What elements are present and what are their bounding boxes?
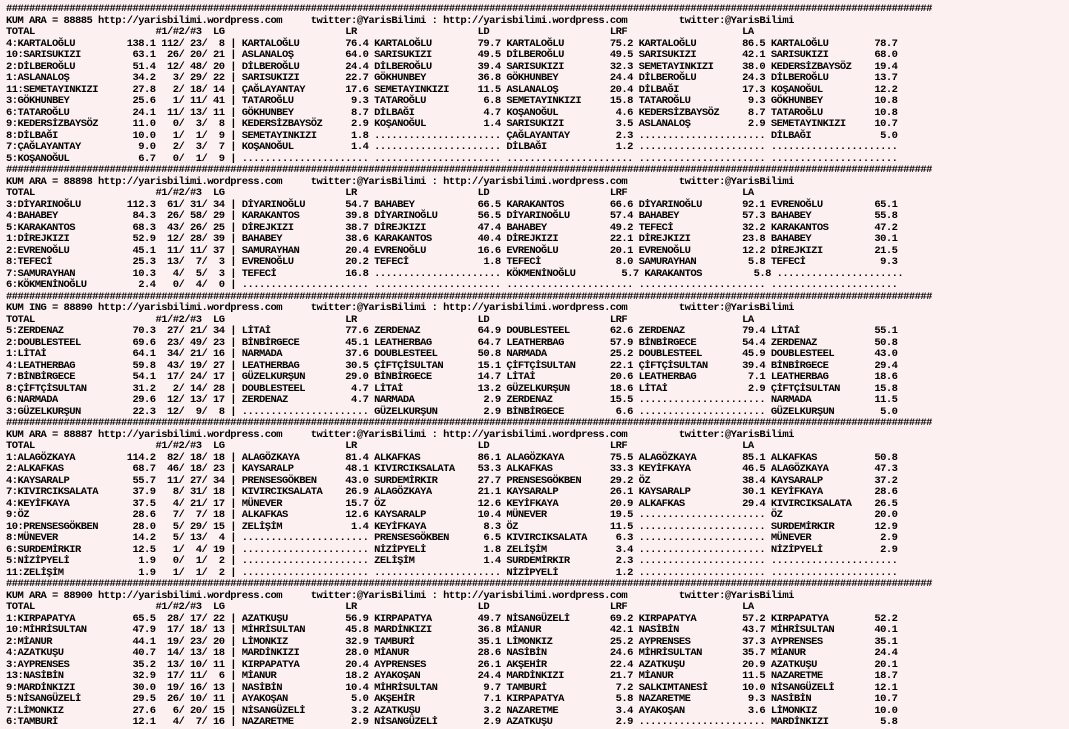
result-line: 6:SURDEMİRKIR 12.5 1/ 4/ 19 | ...................... NİZİPYELİ 1.8 ZELİŞİM 3.4 ...................... NİZİPYELİ 2.9: [6, 543, 898, 556]
result-line: 3:AYPRENSES 35.2 13/ 10/ 11 | KIRPAPATYA 20.4 AYPRENSES 26.1 AKŞEHİR 22.4 AZATKUŞU 20.9 AZATKUŞU 20.1: [6, 658, 898, 671]
result-line: 5:NİSANGÜZELİ 29.5 26/ 10/ 11 | AYAKOŞAN 5.0 AKŞEHİR 7.1 KIRPAPATYA 5.8 NAZARETME 9.3 NASİBİN 10.7: [6, 693, 898, 705]
result-line: 3:GÜZELKURŞUN 22.3 12/ 9/ 8 | ...................... GÜZELKURŞUN 2.9 BİNBİRGECE 6.6 ...................... GÜZELKURŞUN 5.0: [6, 405, 898, 418]
result-line: 11:SEMETAYINKIZI 27.8 2/ 18/ 14 | ÇAĞLAYANTAY 17.6 SEMETAYINKIZI 11.5 ASLANALOŞ 20.4 DİLBAĞI 17.3 KOŞANOĞUL 12.2: [6, 83, 898, 96]
separator-line: #################################################################################################################################################################: [6, 578, 932, 590]
result-line: 4:LEATHERBAG 59.8 43/ 19/ 27 | LEATHERBAG 30.5 ÇİFTÇİSULTAN 15.1 ÇİFTÇİSULTAN 22.1 ÇİFTÇİSULTAN 39.4 BİNBİRGECE 29.4: [6, 359, 898, 372]
result-line: 6:TATAROĞLU 24.1 11/ 13/ 11 | GÖKHUNBEY 8.7 DİLBAĞI 4.7 KOŞANOĞUL 4.6 KEDERSİZBAYSÖZ 8.7 TATAROĞLU 10.8: [6, 106, 898, 119]
result-line: 6:TAMBURİ 12.1 4/ 7/ 16 | NAZARETME 2.9 NİSANGÜZELİ 2.9 AZATKUŞU 2.9 ...................... MARDİNKIZI 5.8: [6, 716, 898, 728]
result-line: 8:DİLBAĞI 10.0 1/ 1/ 9 | SEMETAYINKIZI 1.8 ...................... ÇAĞLAYANTAY 2.3 ...................... DİLBAĞI 5.0: [6, 129, 898, 142]
result-line: 7:ÇAĞLAYANTAY 9.0 2/ 3/ 7 | KOŞANOĞUL 1.4 ...................... DİLBAĞI 1.2 ...................... ......................: [6, 141, 898, 153]
column-header-line: TOTAL #1/#2/#3 LG LR LD LRF LA: [6, 26, 754, 38]
result-line: 1:ASLANALOŞ 34.2 3/ 29/ 22 | SARISUKIZI 22.7 GÖKHUNBEY 36.8 GÖKHUNBEY 24.4 DİLBEROĞLU 24.3 DİLBEROĞLU 13.7: [6, 72, 898, 84]
result-line: 9:KEDERSİZBAYSÖZ 11.0 0/ 3/ 8 | KEDERSİZBAYSÖZ 2.9 KOŞANOĞUL 1.4 SARISUKIZI 3.5 ASLANALOŞ 2.9 SEMETAYINKIZI 10.7: [6, 118, 898, 130]
result-line: 7:KIVIRCIKSALATA 37.9 8/ 31/ 18 | KIVIRCIKSALATA 26.9 ALAGÖZKAYA 21.1 KAYSARALP 26.1 KAYSARALP 30.1 KEYİFKAYA 28.6: [6, 486, 898, 498]
result-line: 9:ÖZ 28.6 7/ 7/ 18 | ALKAFKAS 12.6 KAYSARALP 10.4 MÜNEVER 19.5 ...................... ÖZ 20.0: [6, 509, 898, 521]
result-line: 5:ZERDENAZ 70.3 27/ 21/ 34 | LİTAİ 77.6 ZERDENAZ 64.9 DOUBLESTEEL 62.6 ZERDENAZ 79.4 LİTAİ 55.1: [6, 325, 898, 337]
result-line: 10:SARISUKIZI 63.1 26/ 20/ 21 | ASLANALOŞ 64.0 SARISUKIZI 49.5 DİLBEROĞLU 49.5 SARISUKIZI 42.1 SARISUKIZI 68.0: [6, 49, 898, 61]
result-line: 6:NARMADA 29.6 12/ 13/ 17 | ZERDENAZ 4.7 NARMADA 2.9 ZERDENAZ 15.5 ...................... NARMADA 11.5: [6, 394, 898, 406]
result-line: 5:KOŞANOĞUL 6.7 0/ 1/ 9 | ...................... ...................... ...................... ...................... ......................: [6, 152, 898, 165]
result-line: 1:LİTAİ 64.1 34/ 21/ 16 | NARMADA 37.6 DOUBLESTEEL 50.8 NARMADA 25.2 DOUBLESTEEL 45.9 DOUBLESTEEL 43.0: [6, 348, 898, 360]
result-line: 8:MÜNEVER 14.2 5/ 13/ 4 | ...................... PRENSESGÖKBEN 6.5 KIVIRCIKSALATA 6.3 ...................... MÜNEVER 2.9: [6, 532, 898, 544]
race-header-line: KUM ARA = 88898 http://yarisbilimi.wordpress.com twitter:@YarisBilimi : http://yarisbilimi.wordpress.com twitter:@YarisBilimi: [6, 175, 794, 188]
result-line: 1:KIRPAPATYA 65.5 28/ 17/ 22 | AZATKUŞU 56.9 KIRPAPATYA 49.7 NİSANGÜZELİ 69.2 KIRPAPATYA 57.2 KIRPAPATYA 52.2: [6, 612, 898, 625]
race-header-line: KUM ARA = 88887 http://yarisbilimi.wordpress.com twitter:@YarisBilimi : http://yarisbilimi.wordpress.com twitter:@YarisBilimi: [6, 428, 794, 441]
result-line: 8:TEFECİ 25.3 13/ 7/ 3 | EVRENOĞLU 20.2 TEFECİ 1.8 TEFECİ 8.0 SAMURAYHAN 5.8 TEFECİ 9.3: [6, 256, 898, 268]
result-line: 10:MİHRİSULTAN 47.9 17/ 18/ 13 | MİHRİSULTAN 45.8 MARDİNKIZI 36.8 MİANUR 42.1 NASİBİN 43.7 MİHRİSULTAN 40.1: [6, 624, 898, 636]
race-header-line: KUM ARA = 88900 http://yarisbilimi.wordpress.com twitter:@YarisBilimi : http://yarisbilimi.wordpress.com twitter:@YarisBilimi: [6, 589, 794, 602]
column-header-line: TOTAL #1/#2/#3 LG LR LD LRF LA: [6, 440, 754, 452]
result-line: 2:EVRENOĞLU 45.1 11/ 11/ 37 | SAMURAYHAN 20.4 EVRENOĞLU 16.6 EVRENOĞLU 20.1 EVRENOĞLU 12.2 DİREJKIZI 21.5: [6, 244, 898, 257]
result-line: 9:MARDİNKIZI 30.0 19/ 16/ 13 | NASİBİN 10.4 MİHRİSULTAN 9.7 TAMBURİ 7.2 SALKIMTANESİ 10.0 NİSANGÜZELİ 12.1: [6, 681, 898, 694]
result-line: 7:BİNBİRGECE 54.1 17/ 24/ 17 | GÜZELKURŞUN 29.0 BİNBİRGECE 14.7 LİTAİ 20.6 LEATHERBAG 7.1 LEATHERBAG 18.6: [6, 371, 898, 383]
result-line: 7:SAMURAYHAN 10.3 4/ 5/ 3 | TEFECİ 16.8 ...................... KÖKMENİNOĞLU 5.7 KARAKANTOS 5.8 ......................: [6, 267, 904, 280]
result-line: 3:DİYARINOĞLU 112.3 61/ 31/ 34 | DİYARINOĞLU 54.7 BAHABEY 66.5 KARAKANTOS 66.6 DİYARINOĞLU 92.1 EVRENOĞLU 65.1: [6, 198, 898, 211]
result-line: 7:LİMONKIZ 27.6 6/ 20/ 15 | NİSANGÜZELİ 3.2 AZATKUŞU 3.2 NAZARETME 3.4 AYAKOŞAN 3.6 LİMONKIZ 10.0: [6, 704, 898, 717]
race-header-line: KUM ING = 88890 http://yarisbilimi.wordpress.com twitter:@YarisBilimi : http://yarisbilimi.wordpress.com twitter:@YarisBilimi: [6, 302, 794, 314]
race-header-line: KUM ARA = 88885 http://yarisbilimi.wordpress.com twitter:@YarisBilimi : http://yarisbilimi.wordpress.com twitter:@YarisBilimi: [6, 14, 794, 27]
result-line: 2:DİLBEROĞLU 51.4 12/ 48/ 20 | DİLBEROĞLU 24.4 DİLBEROĞLU 39.4 SARISUKIZI 32.3 SEMETAYINKIZI 38.0 KEDERSİZBAYSÖZ 19.4: [6, 60, 898, 73]
result-line: 2:DOUBLESTEEL 69.6 23/ 49/ 23 | BİNBİRGECE 45.1 LEATHERBAG 64.7 LEATHERBAG 57.9 BİNBİRGECE 54.4 ZERDENAZ 50.8: [6, 336, 898, 349]
column-header-line: TOTAL #1/#2/#3 LG LR LD LRF LA: [6, 313, 754, 326]
separator-line: #################################################################################################################################################################: [6, 417, 932, 429]
separator-line: #################################################################################################################################################################: [6, 290, 932, 303]
result-line: 4:KEYİFKAYA 37.5 4/ 21/ 17 | MÜNEVER 15.7 ÖZ 12.6 KEYİFKAYA 20.9 ALKAFKAS 29.4 KIVIRCIKSALATA 26.5: [6, 497, 898, 510]
separator-line: #################################################################################################################################################################: [6, 3, 932, 15]
separator-line: #################################################################################################################################################################: [6, 164, 932, 176]
result-line: 4:BAHABEY 84.3 26/ 58/ 29 | KARAKANTOS 39.8 DİYARINOĞLU 56.5 DİYARINOĞLU 57.4 BAHABEY 57.3 BAHABEY 55.8: [6, 210, 898, 222]
result-line: 4:KAYSARALP 55.7 11/ 27/ 34 | PRENSESGÖKBEN 43.0 SURDEMİRKIR 27.7 PRENSESGÖKBEN 29.2 ÖZ 38.4 KAYSARALP 37.2: [6, 474, 898, 487]
result-line: 2:MİANUR 44.1 19/ 23/ 20 | LİMONKIZ 32.9 TAMBURİ 35.1 LİMONKIZ 25.2 AYPRENSES 37.3 AYPRENSES 35.1: [6, 635, 898, 648]
result-line: 4:AZATKUŞU 40.7 14/ 13/ 18 | MARDİNKIZI 28.0 MİANUR 28.6 NASİBİN 24.6 MİHRİSULTAN 35.7 MİANUR 24.4: [6, 647, 898, 659]
result-line: 2:ALKAFKAS 68.7 46/ 18/ 23 | KAYSARALP 48.1 KIVIRCIKSALATA 53.3 ALKAFKAS 33.3 KEYİFKAYA 46.5 ALAGÖZKAYA 47.3: [6, 463, 898, 475]
result-line: 3:GÖKHUNBEY 25.6 1/ 11/ 41 | TATAROĞLU 9.3 TATAROĞLU 6.8 SEMETAYINKIZI 15.8 TATAROĞLU 9.3 GÖKHUNBEY 10.8: [6, 95, 898, 107]
result-line: 5:KARAKANTOS 68.3 43/ 26/ 25 | DİREJKIZI 38.7 DİREJKIZI 47.4 BAHABEY 49.2 TEFECİ 32.2 KARAKANTOS 47.2: [6, 221, 898, 234]
result-line: 5:NİZİPYELİ 1.9 0/ 1/ 2 | ...................... ZELİŞİM 1.4 SURDEMİRKIR 2.3 ...................... ......................: [6, 555, 898, 567]
result-line: 1:DİREJKIZI 52.9 12/ 28/ 39 | BAHABEY 38.6 KARAKANTOS 40.4 DİREJKIZI 22.1 DİREJKIZI 23.8 BAHABEY 30.1: [6, 233, 898, 245]
column-header-line: TOTAL #1/#2/#3 LG LR LD LRF LA: [6, 187, 754, 199]
result-line: 8:ÇİFTÇİSULTAN 31.2 2/ 14/ 28 | DOUBLESTEEL 4.7 LİTAİ 13.2 GÜZELKURŞUN 18.6 LİTAİ 2.9 ÇİFTÇİSULTAN 15.8: [6, 382, 898, 395]
result-line: 10:PRENSESGÖKBEN 28.0 5/ 29/ 15 | ZELİŞİM 1.4 KEYİFKAYA 8.3 ÖZ 11.5 ...................... SURDEMİRKIR 12.9: [6, 520, 898, 533]
column-header-line: TOTAL #1/#2/#3 LG LR LD LRF LA: [6, 601, 754, 613]
result-line: 6:KÖKMENİNOĞLU 2.4 0/ 4/ 0 | ...................... ...................... ...................... ...................... ......................: [6, 279, 898, 291]
result-line: 13:NASİBİN 32.9 17/ 11/ 6 | MİANUR 18.2 AYAKOŞAN 24.4 MARDİNKIZI 21.7 MİANUR 11.5 NAZARETME 18.7: [6, 670, 898, 682]
result-line: 4:KARTALOĞLU 138.1 112/ 23/ 8 | KARTALOĞLU 76.4 KARTALOĞLU 79.7 KARTALOĞLU 75.2 KARTALOĞLU 86.5 KARTALOĞLU 78.7: [6, 37, 898, 50]
result-line: 1:ALAGÖZKAYA 114.2 82/ 18/ 18 | ALAGÖZKAYA 81.4 ALKAFKAS 86.1 ALAGÖZKAYA 75.5 ALAGÖZKAYA 85.1 ALKAFKAS 50.8: [6, 451, 898, 464]
result-line: 11:ZELİŞİM 1.9 1/ 1/ 2 | ...................... ...................... NİZİPYELİ 1.2 ...................... ......................: [6, 566, 898, 579]
